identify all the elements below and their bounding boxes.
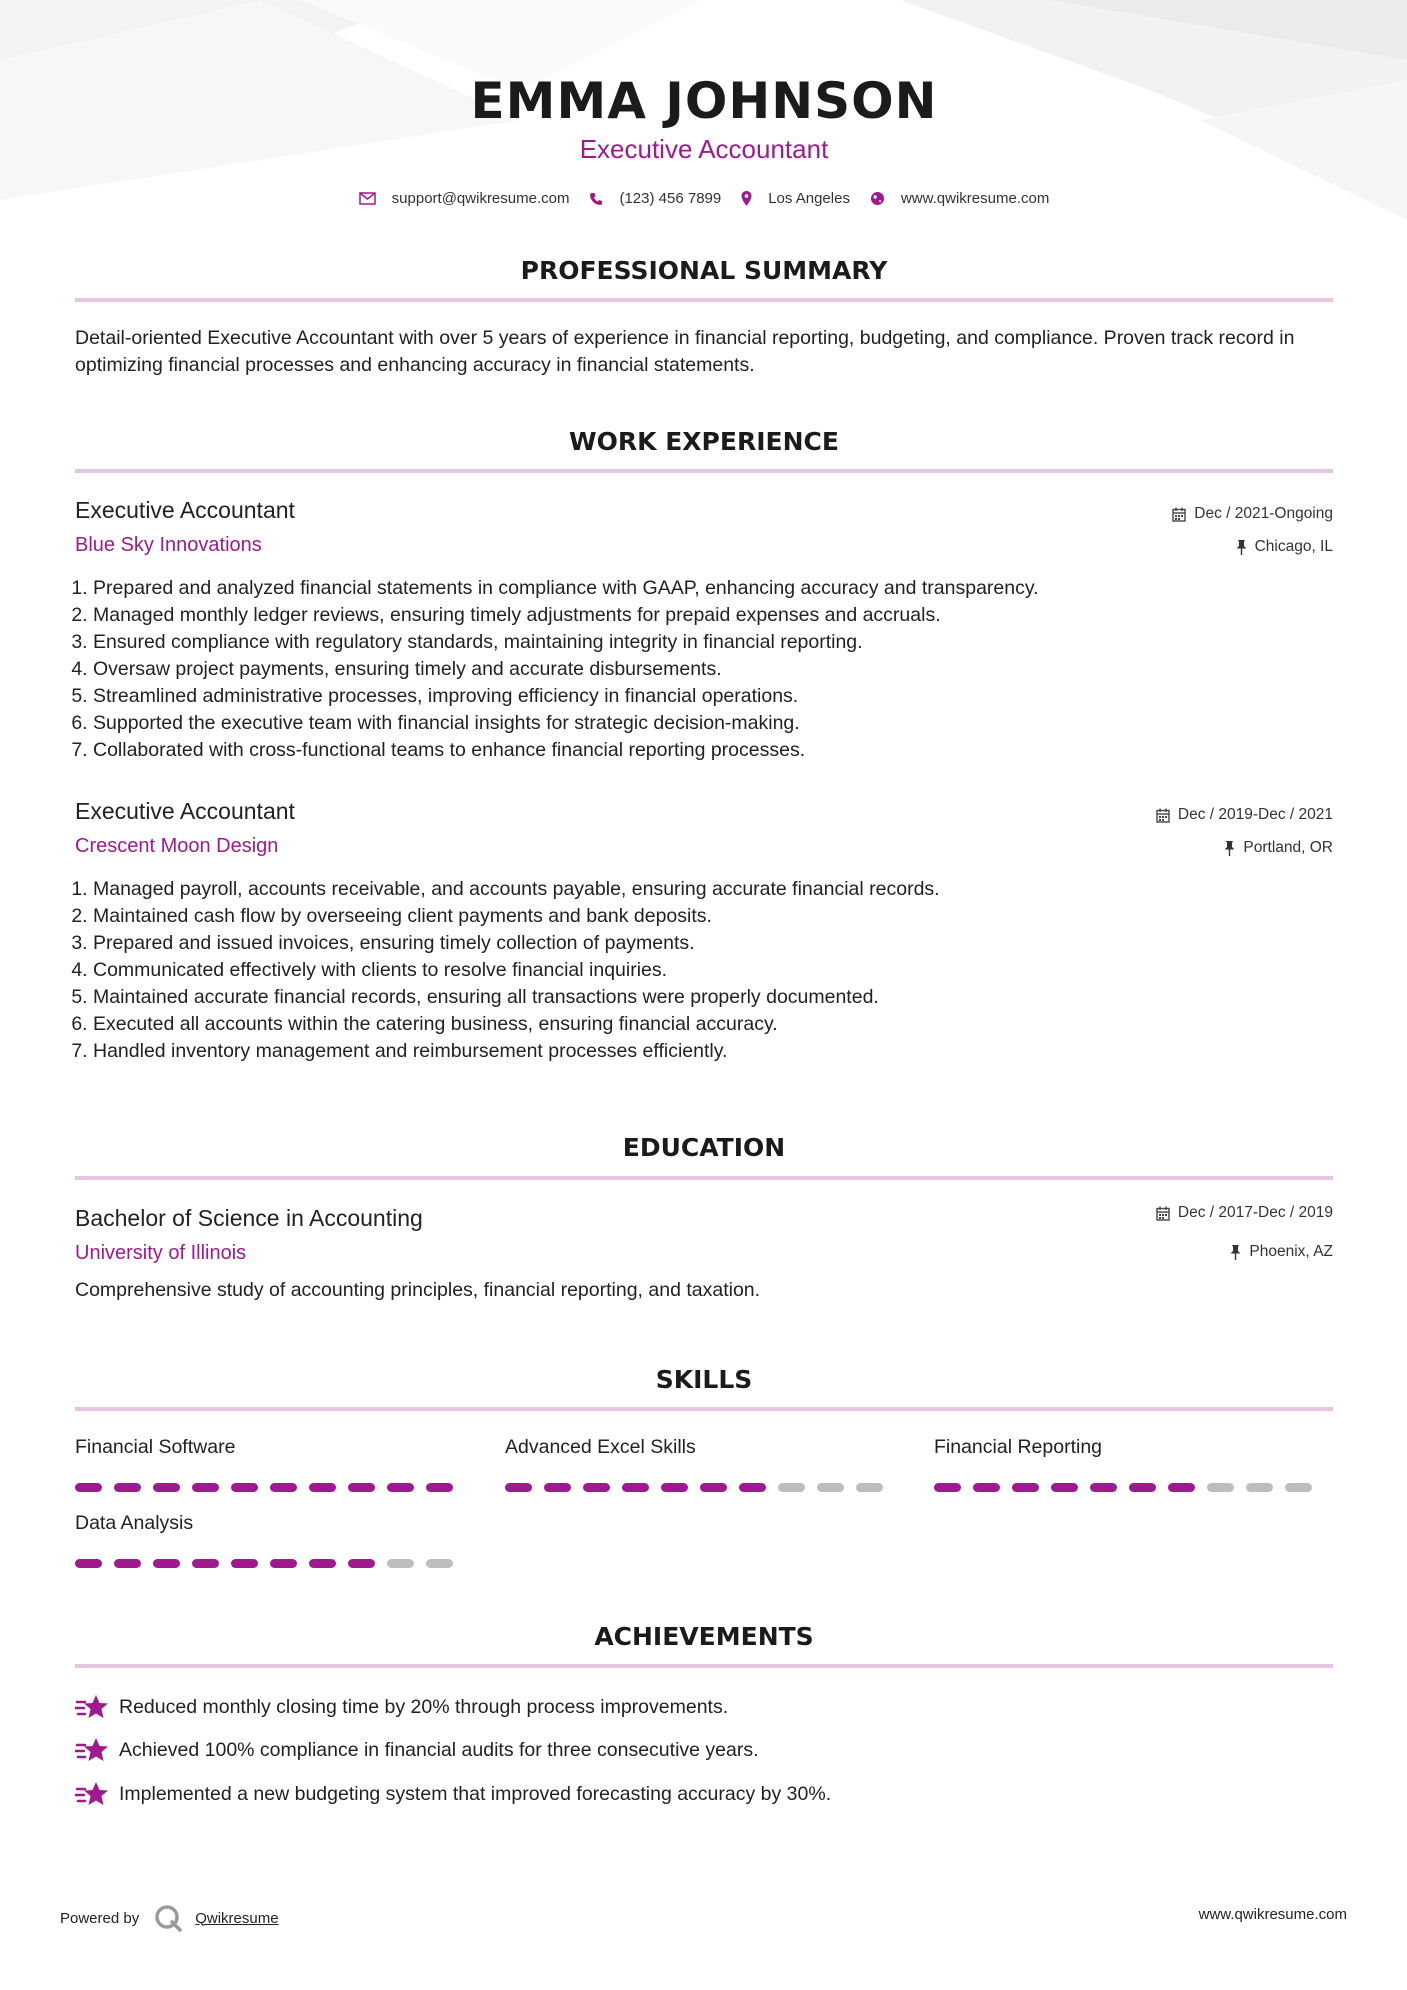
skill-segment-empty bbox=[1207, 1483, 1234, 1492]
skill-segment-filled bbox=[231, 1559, 258, 1568]
skill-segment-filled bbox=[231, 1483, 258, 1492]
job-bullet: 5. Maintained accurate financial records, ensuring all transactions were properly documented. bbox=[93, 984, 940, 1011]
experience-divider bbox=[75, 469, 1333, 473]
job-bullet: 7. Collaborated with cross-functional teams to enhance financial reporting processes. bbox=[93, 737, 1039, 764]
qwikresume-logo-icon bbox=[153, 1903, 183, 1933]
education-heading: EDUCATION bbox=[622, 1133, 786, 1162]
job-bullets bbox=[67, 575, 1039, 764]
star-icon bbox=[75, 1693, 109, 1721]
skill-segment-filled bbox=[505, 1483, 532, 1492]
skill-name: Financial Software bbox=[75, 1436, 236, 1458]
website-text: www.qwikresume.com bbox=[900, 190, 1050, 207]
skill-level-bar bbox=[505, 1483, 883, 1492]
contact-email[interactable] bbox=[359, 190, 570, 207]
job-bullet: 2. Maintained cash flow by overseeing client payments and bank deposits. bbox=[93, 903, 940, 930]
skill-segment-filled bbox=[75, 1483, 102, 1492]
skills-heading: SKILLS bbox=[655, 1365, 753, 1394]
skill-segment-empty bbox=[387, 1559, 414, 1568]
brand-link[interactable]: Qwikresume bbox=[195, 1909, 279, 1927]
job-company: Crescent Moon Design bbox=[75, 835, 279, 857]
email-text: support@qwikresume.com bbox=[391, 190, 570, 207]
candidate-title: Executive Accountant bbox=[579, 134, 829, 164]
degree-title: Bachelor of Science in Accounting bbox=[75, 1205, 423, 1231]
skill-segment-filled bbox=[153, 1483, 180, 1492]
skill-segment-empty bbox=[1285, 1483, 1312, 1492]
achievement-text: Achieved 100% compliance in financial audits for three consecutive years. bbox=[119, 1738, 759, 1761]
skill-segment-filled bbox=[270, 1483, 297, 1492]
job-dates bbox=[1156, 806, 1333, 824]
envelope-icon bbox=[359, 192, 376, 205]
job-dates bbox=[1172, 505, 1333, 523]
calendar-icon bbox=[1156, 808, 1170, 823]
job-bullet: 3. Ensured compliance with regulatory standards, maintaining integrity in financial reporting. bbox=[93, 629, 1039, 656]
education-dates bbox=[1156, 1204, 1333, 1222]
skill-name: Financial Reporting bbox=[934, 1436, 1103, 1458]
job-bullet: 1. Managed payroll, accounts receivable, and accounts payable, ensuring accurate financial records. bbox=[93, 876, 940, 903]
skill-segment-filled bbox=[309, 1559, 336, 1568]
skill-name: Advanced Excel Skills bbox=[505, 1436, 696, 1458]
job-bullet: 4. Oversaw project payments, ensuring timely and accurate disbursements. bbox=[93, 656, 1039, 683]
phone-icon bbox=[589, 192, 603, 206]
powered-by-label: Powered by bbox=[60, 1909, 140, 1927]
job-location bbox=[1224, 839, 1333, 857]
pushpin-icon bbox=[1236, 540, 1247, 555]
achievements-heading: ACHIEVEMENTS bbox=[594, 1622, 814, 1651]
skill-segment-filled bbox=[114, 1483, 141, 1492]
contact-location bbox=[741, 190, 850, 207]
job-dates-text: Dec / 2019-Dec / 2021 bbox=[1177, 806, 1333, 823]
skill-segment-filled bbox=[114, 1559, 141, 1568]
header-background-shapes bbox=[0, 0, 1407, 260]
phone-text: (123) 456 7899 bbox=[619, 190, 722, 207]
job-bullet: 1. Prepared and analyzed financial statements in compliance with GAAP, enhancing accuracy and transparency. bbox=[93, 575, 1039, 602]
education-location bbox=[1230, 1243, 1333, 1261]
experience-heading: WORK EXPERIENCE bbox=[569, 427, 839, 456]
job-title: Executive Accountant bbox=[75, 798, 295, 824]
calendar-icon bbox=[1172, 507, 1186, 522]
skill-segment-filled bbox=[153, 1559, 180, 1568]
skill-segment-empty bbox=[426, 1559, 453, 1568]
pushpin-icon bbox=[1224, 841, 1235, 856]
summary-divider bbox=[75, 298, 1333, 302]
skill-segment-filled bbox=[973, 1483, 1000, 1492]
education-divider bbox=[75, 1176, 1333, 1180]
skill-name: Data Analysis bbox=[75, 1512, 194, 1534]
achievements-divider bbox=[75, 1664, 1333, 1668]
skill-segment-filled bbox=[192, 1483, 219, 1492]
school-name: University of Illinois bbox=[75, 1242, 247, 1264]
skill-segment-filled bbox=[309, 1483, 336, 1492]
pushpin-icon bbox=[1230, 1245, 1241, 1260]
footer-website[interactable]: www.qwikresume.com bbox=[1198, 1906, 1347, 1923]
skill-segment-empty bbox=[1246, 1483, 1273, 1492]
skill-level-bar bbox=[934, 1483, 1312, 1492]
job-location bbox=[1236, 538, 1333, 556]
skill-segment-filled bbox=[270, 1559, 297, 1568]
skill-segment-filled bbox=[426, 1483, 453, 1492]
globe-icon bbox=[870, 191, 885, 206]
candidate-name: EMMA JOHNSON bbox=[470, 72, 938, 130]
job-bullet: 7. Handled inventory management and reimbursement processes efficiently. bbox=[93, 1038, 940, 1065]
skill-segment-filled bbox=[739, 1483, 766, 1492]
job-company: Blue Sky Innovations bbox=[75, 534, 262, 556]
skill-segment-filled bbox=[1168, 1483, 1195, 1492]
achievement-item bbox=[75, 1736, 759, 1764]
map-pin-icon bbox=[741, 191, 752, 206]
skill-segment-filled bbox=[1129, 1483, 1156, 1492]
achievement-text: Implemented a new budgeting system that improved forecasting accuracy by 30%. bbox=[119, 1782, 832, 1805]
education-dates-text: Dec / 2017-Dec / 2019 bbox=[1177, 1204, 1333, 1221]
skill-segment-filled bbox=[544, 1483, 571, 1492]
location-text: Los Angeles bbox=[768, 190, 850, 207]
skill-segment-filled bbox=[661, 1483, 688, 1492]
skill-level-bar bbox=[75, 1559, 453, 1568]
skill-segment-filled bbox=[192, 1559, 219, 1568]
education-location-text: Phoenix, AZ bbox=[1249, 1243, 1333, 1260]
star-icon bbox=[75, 1736, 109, 1764]
footer-powered-by bbox=[60, 1903, 279, 1933]
skill-segment-filled bbox=[1012, 1483, 1039, 1492]
skill-segment-filled bbox=[583, 1483, 610, 1492]
skill-segment-empty bbox=[817, 1483, 844, 1492]
skill-segment-filled bbox=[700, 1483, 727, 1492]
job-bullets bbox=[67, 876, 940, 1065]
job-bullet: 2. Managed monthly ledger reviews, ensuring timely adjustments for prepaid expenses and accruals. bbox=[93, 602, 1039, 629]
skill-level-bar bbox=[75, 1483, 453, 1492]
skill-segment-filled bbox=[934, 1483, 961, 1492]
skill-segment-empty bbox=[778, 1483, 805, 1492]
skill-segment-filled bbox=[348, 1483, 375, 1492]
star-icon bbox=[75, 1780, 109, 1808]
calendar-icon bbox=[1156, 1206, 1170, 1221]
skill-segment-filled bbox=[622, 1483, 649, 1492]
job-location-text: Chicago, IL bbox=[1254, 538, 1333, 555]
achievement-item bbox=[75, 1693, 728, 1721]
job-bullet: 6. Executed all accounts within the catering business, ensuring financial accuracy. bbox=[93, 1011, 940, 1038]
job-bullet: 6. Supported the executive team with financial insights for strategic decision-making. bbox=[93, 710, 1039, 737]
contact-phone[interactable] bbox=[589, 190, 721, 207]
summary-heading: PROFESSIONAL SUMMARY bbox=[520, 256, 888, 285]
job-bullet: 4. Communicated effectively with clients to resolve financial inquiries. bbox=[93, 957, 940, 984]
job-location-text: Portland, OR bbox=[1243, 839, 1333, 856]
contact-bar bbox=[75, 190, 1333, 207]
education-description: Comprehensive study of accounting principles, financial reporting, and taxation. bbox=[75, 1279, 761, 1301]
job-bullet: 5. Streamlined administrative processes, improving efficiency in financial operations. bbox=[93, 683, 1039, 710]
job-bullet: 3. Prepared and issued invoices, ensuring timely collection of payments. bbox=[93, 930, 940, 957]
skill-segment-empty bbox=[856, 1483, 883, 1492]
achievement-text: Reduced monthly closing time by 20% through process improvements. bbox=[119, 1695, 729, 1718]
summary-text: Detail-oriented Executive Accountant with over 5 years of experience in financial reporting, budgeting, and compliance. Proven track record in optimizing financial processes and enhancing accuracy in financial statements. bbox=[75, 327, 1295, 376]
skill-segment-filled bbox=[75, 1559, 102, 1568]
job-dates-text: Dec / 2021-Ongoing bbox=[1194, 505, 1333, 522]
skill-segment-filled bbox=[1051, 1483, 1078, 1492]
skill-segment-filled bbox=[1090, 1483, 1117, 1492]
job-title: Executive Accountant bbox=[75, 497, 295, 523]
achievement-item bbox=[75, 1780, 831, 1808]
skill-segment-filled bbox=[348, 1559, 375, 1568]
skills-divider bbox=[75, 1407, 1333, 1411]
skill-segment-filled bbox=[387, 1483, 414, 1492]
contact-website[interactable] bbox=[870, 190, 1049, 207]
